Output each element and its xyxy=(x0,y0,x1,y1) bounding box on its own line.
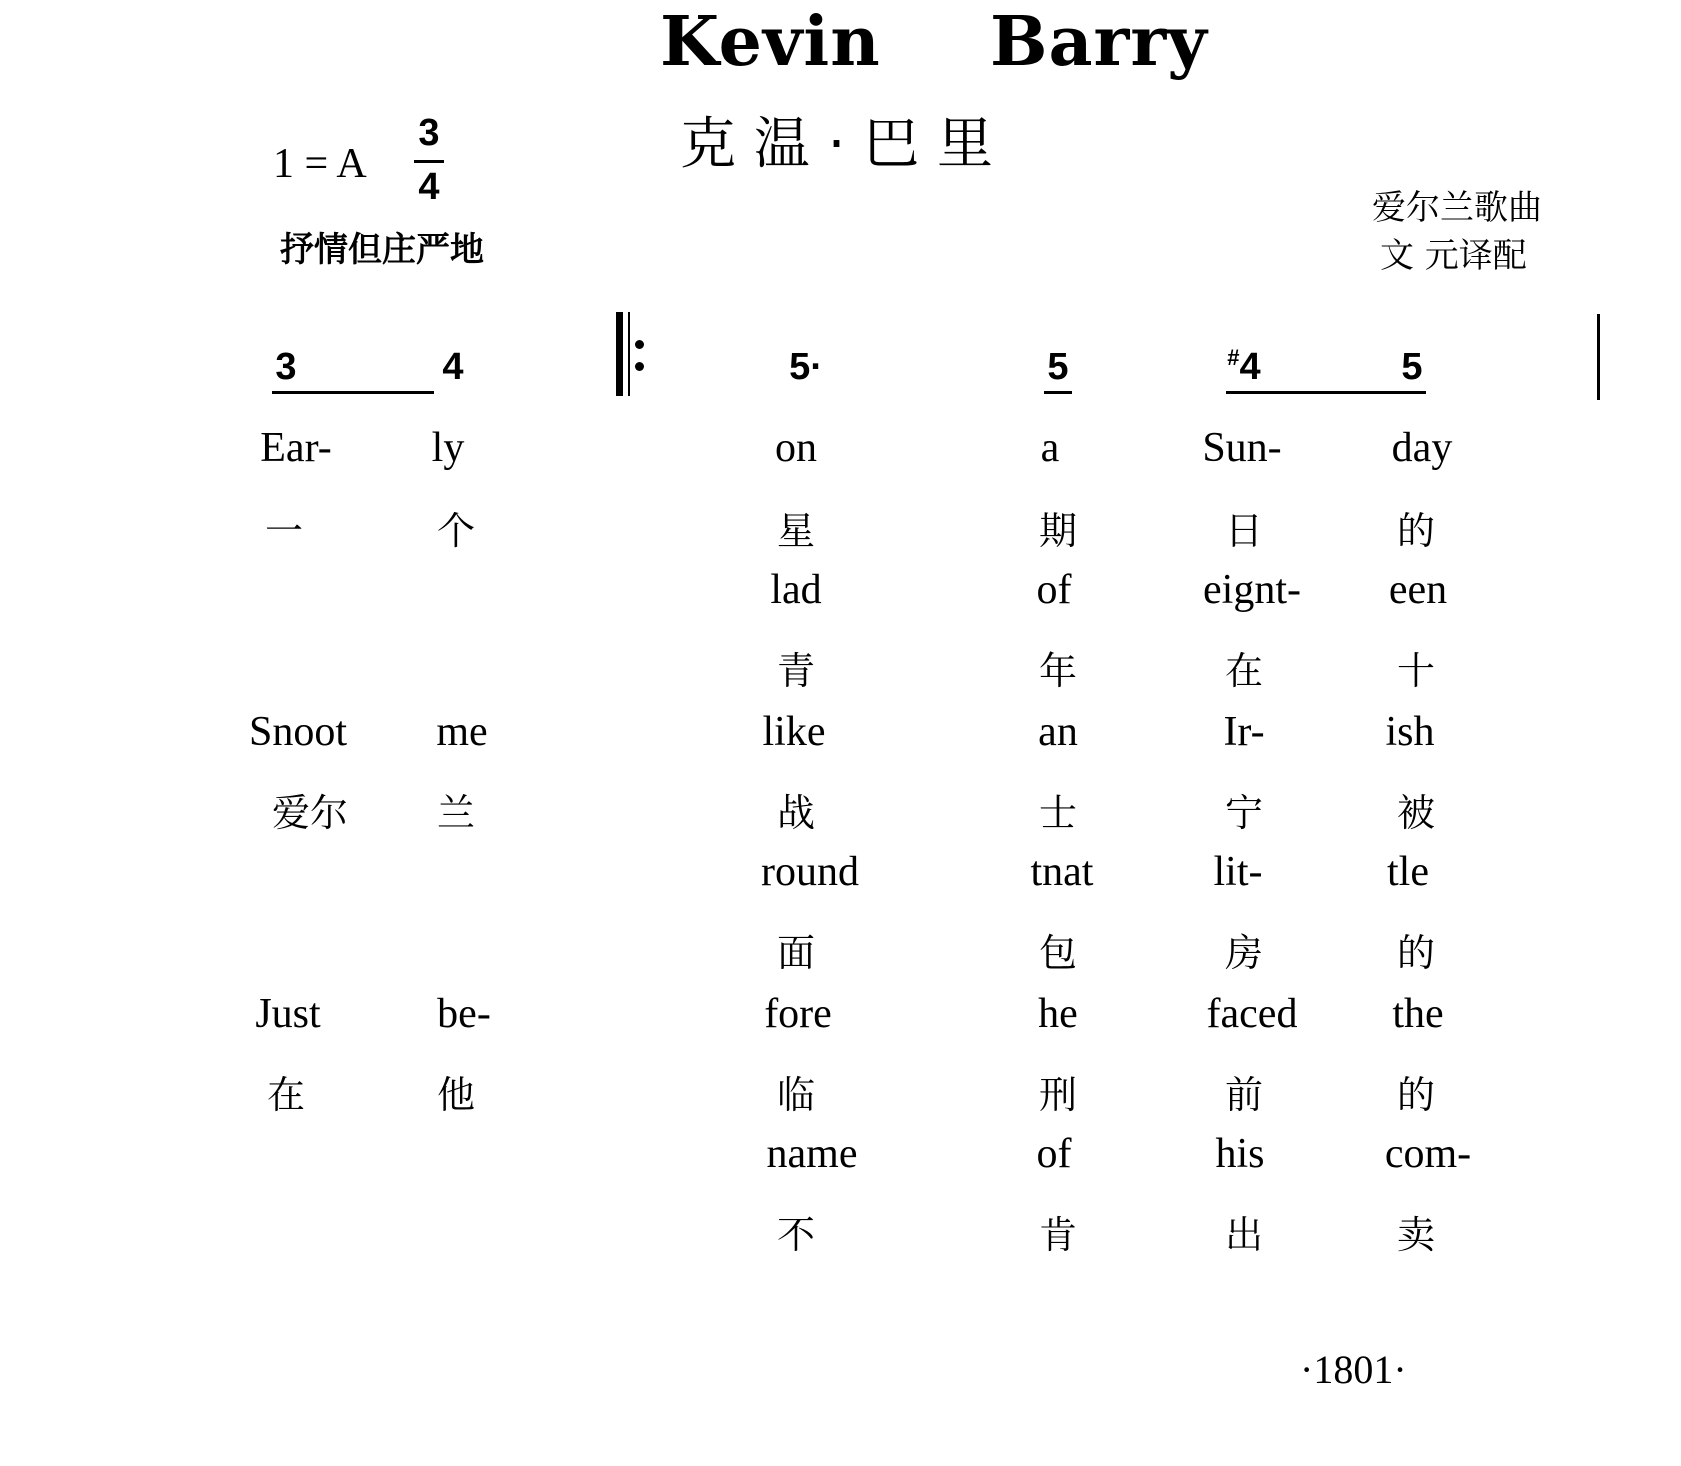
lyric-r7-c3: round xyxy=(761,849,859,895)
lyric-r6-c6: 被 xyxy=(1396,791,1435,835)
title-english-2: Barry xyxy=(990,2,1208,82)
lyric-r9-c1: Just xyxy=(255,991,321,1037)
lyric-r5-c4: an xyxy=(1038,709,1078,755)
title-chinese: 克 温 · 巴 里 xyxy=(680,112,994,177)
lyric-r11-c6: com- xyxy=(1384,1131,1472,1177)
lyric-r7-c4: tnat xyxy=(1030,849,1094,895)
note-5 xyxy=(1214,346,1274,389)
eighth-underline-4 xyxy=(1044,391,1072,394)
lyric-r2-c3: 星 xyxy=(776,509,815,553)
lyric-r9-c3: fore xyxy=(764,991,832,1037)
repeat-dot-lower xyxy=(635,362,644,371)
note-3: 5· xyxy=(789,346,823,388)
lyric-r2-c1: 一 xyxy=(264,509,303,553)
repeat-dot-upper xyxy=(635,340,644,349)
lyric-r9-c5: faced xyxy=(1206,991,1298,1037)
lyric-r7-c5: lit- xyxy=(1213,849,1263,895)
lyric-r4-c5: 在 xyxy=(1224,649,1263,693)
lyric-r5-c3: like xyxy=(762,709,826,755)
note-2: 4 xyxy=(442,346,464,388)
lyric-r6-c4: 士 xyxy=(1038,791,1077,835)
lyric-r1-c3: on xyxy=(775,425,817,471)
lyric-r8-c4: 包 xyxy=(1038,931,1077,975)
lyric-r1-c5: Sun- xyxy=(1202,425,1282,471)
repeat-thick-bar xyxy=(616,312,623,396)
note-4: 5 xyxy=(1047,346,1069,388)
lyric-r5-c1: Snoot xyxy=(248,709,348,755)
note-1: 3 xyxy=(275,346,297,388)
lyric-r8-c5: 房 xyxy=(1224,931,1263,975)
repeat-thin-bar xyxy=(628,312,630,396)
lyric-r6-c1: 爱尔 xyxy=(271,791,348,835)
lyric-r3-c4: of xyxy=(1036,567,1072,613)
title-english-1: Kevin xyxy=(660,2,881,82)
lyric-r9-c2: be- xyxy=(437,991,491,1037)
note-5-digit: 4 xyxy=(1239,346,1261,388)
lyric-r3-c3: lad xyxy=(770,567,822,613)
lyric-r2-c2: 个 xyxy=(436,509,475,553)
lyric-r12-c6: 卖 xyxy=(1396,1213,1435,1257)
lyric-r11-c5: his xyxy=(1215,1131,1265,1177)
lyric-r1-c2: ly xyxy=(431,425,465,471)
eighth-beam-1 xyxy=(272,391,434,394)
eighth-beam-2 xyxy=(1226,391,1426,394)
lyric-r7-c6: tle xyxy=(1387,849,1429,895)
lyric-r8-c6: 的 xyxy=(1396,931,1435,975)
lyric-r1-c6: day xyxy=(1391,425,1453,471)
lyric-r9-c4: he xyxy=(1038,991,1078,1037)
key-signature: 1 = A xyxy=(273,141,367,187)
lyric-r1-c1: Ear- xyxy=(260,425,332,471)
lyric-r10-c2: 他 xyxy=(436,1073,475,1117)
bar-line xyxy=(1597,314,1600,400)
sharp-accidental: # xyxy=(1227,345,1240,370)
lyric-r5-c5: Ir- xyxy=(1223,709,1265,755)
lyric-r10-c4: 刑 xyxy=(1038,1073,1077,1117)
song-origin: 爱尔兰歌曲 xyxy=(1372,188,1542,228)
lyric-r12-c4: 肯 xyxy=(1038,1213,1077,1257)
note-6: 5 xyxy=(1401,346,1423,388)
lyric-r11-c3: name xyxy=(766,1131,858,1177)
lyric-r4-c6: 十 xyxy=(1396,649,1435,693)
lyric-r1-c4: a xyxy=(1040,425,1060,471)
lyric-r12-c5: 出 xyxy=(1224,1213,1263,1257)
lyric-r9-c6: the xyxy=(1392,991,1444,1037)
lyric-r12-c3: 不 xyxy=(776,1213,815,1257)
time-signature-bottom: 4 xyxy=(418,166,440,208)
lyric-r10-c5: 前 xyxy=(1224,1073,1263,1117)
time-signature-line xyxy=(414,160,444,163)
lyric-r2-c4: 期 xyxy=(1038,509,1077,553)
lyric-r3-c6: een xyxy=(1388,567,1448,613)
lyric-r10-c3: 临 xyxy=(776,1073,815,1117)
lyric-r4-c3: 青 xyxy=(776,649,815,693)
lyric-r10-c1: 在 xyxy=(266,1073,305,1117)
translator-credit: 文 元译配 xyxy=(1380,236,1527,276)
lyric-r6-c3: 战 xyxy=(776,791,815,835)
time-signature-top: 3 xyxy=(418,112,440,154)
lyric-r2-c5: 日 xyxy=(1224,509,1263,553)
lyric-r3-c5: eignt- xyxy=(1203,567,1301,613)
lyric-r4-c4: 年 xyxy=(1038,649,1077,693)
page-number: ·1801· xyxy=(1300,1347,1407,1392)
lyric-r11-c4: of xyxy=(1036,1131,1072,1177)
lyric-r5-c6: ish xyxy=(1385,709,1435,755)
tempo-marking: 抒情但庄严地 xyxy=(280,230,484,270)
lyric-r5-c2: me xyxy=(436,709,488,755)
lyric-r8-c3: 面 xyxy=(776,931,815,975)
lyric-r10-c6: 的 xyxy=(1396,1073,1435,1117)
lyric-r2-c6: 的 xyxy=(1396,509,1435,553)
lyric-r6-c2: 兰 xyxy=(436,791,475,835)
lyric-r6-c5: 宁 xyxy=(1224,791,1263,835)
